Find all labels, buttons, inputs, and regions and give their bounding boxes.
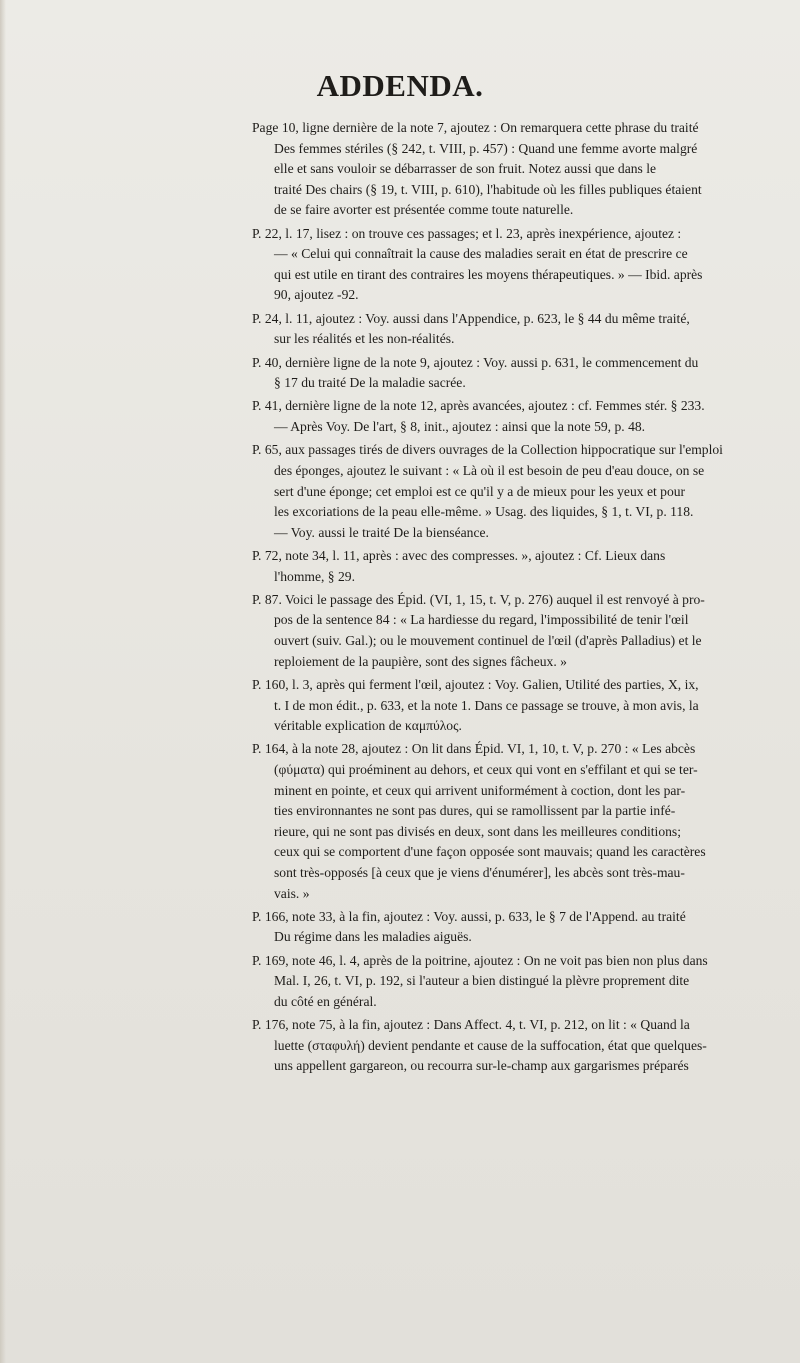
addendum-entry: [252, 951, 780, 1013]
entry-line: P. 22, l. 17, lisez : on trouve ces passages; et l. 23, après inexpérience, ajoutez :: [252, 225, 682, 241]
entry-line: P. 87. Voici le passage des Épid. (VI, 1, 15, t. V, p. 276) auquel il est renvoyé à pro-: [252, 591, 705, 607]
entry-line: t. I de mon édit., p. 633, et la note 1. Dans ce passage se trouve, à mon avis, la: [274, 697, 699, 713]
entry-line: sert d'une éponge; cet emploi est ce qu'il y a de mieux pour les yeux et pour: [274, 483, 686, 499]
entry-line: sur les réalités et les non-réalités.: [274, 331, 455, 347]
entry-line: Des femmes stériles (§ 242, t. VIII, p. 457) : Quand une femme avorte malgré: [274, 140, 698, 156]
addendum-entry: [252, 675, 780, 737]
entry-line: l'homme, § 29.: [274, 568, 355, 584]
entry-line: sont très-opposés [à ceux que je viens d'énumérer], les abcès sont très-mau-: [274, 864, 685, 880]
addendum-entry: [252, 118, 780, 221]
addendum-entry: [252, 224, 780, 306]
page-title: ADDENDA.: [316, 68, 484, 103]
entry-line: des éponges, ajoutez le suivant : « Là où il est besoin de peu d'eau douce, on se: [274, 462, 705, 478]
entry-line: P. 176, note 75, à la fin, ajoutez : Dans Affect. 4, t. VI, p. 212, on lit : « Quand la: [252, 1017, 690, 1033]
entry-line: elle et sans vouloir se débarrasser de son fruit. Notez aussi que dans le: [274, 161, 657, 177]
entry-line: de se faire avorter est présentée comme toute naturelle.: [274, 202, 574, 218]
entry-line: P. 24, l. 11, ajoutez : Voy. aussi dans l'Appendice, p. 623, le § 44 du même traité,: [252, 310, 690, 326]
entry-line: 90, ajoutez -92.: [274, 287, 359, 303]
entry-line: P. 164, à la note 28, ajoutez : On lit dans Épid. VI, 1, 10, t. V, p. 270 : « Les abcès: [252, 741, 696, 757]
addendum-entry: [252, 546, 780, 587]
entry-line: du côté en général.: [274, 993, 377, 1009]
entry-line: les excoriations de la peau elle-même. » Usag. des liquides, § 1, t. VI, p. 118.: [274, 504, 694, 520]
entry-line: pos de la sentence 84 : « La hardiesse du regard, l'impossibilité de tenir l'œil: [274, 612, 689, 628]
entry-line: P. 40, dernière ligne de la note 9, ajoutez : Voy. aussi p. 631, le commencement du: [252, 354, 699, 370]
entry-line: rieure, qui ne sont pas divisés en deux, sont dans les meilleures conditions;: [274, 823, 681, 839]
entry-line: P. 65, aux passages tirés de divers ouvrages de la Collection hippocratique sur l'emploi: [252, 442, 723, 458]
entry-line: ties environnantes ne sont pas dures, qui se ramollissent par la partie infé-: [274, 803, 676, 819]
addendum-entry: [252, 440, 780, 543]
entry-line: — Après Voy. De l'art, § 8, init., ajoutez : ainsi que la note 59, p. 48.: [274, 419, 646, 435]
entry-line: uns appellent gargareon, ou recourra sur-le-champ aux gargarismes préparés: [274, 1058, 689, 1074]
entry-line: P. 160, l. 3, après qui ferment l'œil, ajoutez : Voy. Galien, Utilité des parties, X, ix,: [252, 676, 699, 692]
page-shadow: [0, 0, 6, 1363]
entry-line: minent en pointe, et ceux qui arrivent uniformément à coction, dont les par-: [274, 782, 686, 798]
entry-line: — « Celui qui connaîtrait la cause des maladies serait en état de prescrire ce: [274, 246, 688, 262]
addendum-entry: [252, 907, 780, 948]
addendum-entry: [252, 739, 780, 904]
addenda-body: [252, 118, 780, 1080]
entry-line: ceux qui se comportent d'une façon opposée sont mauvais; quand les caractères: [274, 844, 706, 860]
entry-line: P. 169, note 46, l. 4, après de la poitrine, ajoutez : On ne voit pas bien non plus dans: [252, 952, 708, 968]
entry-line: P. 72, note 34, l. 11, après : avec des compresses. », ajoutez : Cf. Lieux dans: [252, 548, 666, 563]
entry-line: § 17 du traité De la maladie sacrée.: [274, 375, 466, 391]
entry-line: — Voy. aussi le traité De la bienséance.: [274, 524, 489, 540]
entry-line: Page 10, ligne dernière de la note 7, ajoutez : On remarquera cette phrase du traité: [252, 120, 699, 135]
entry-line: reploiement de la paupière, sont des signes fâcheux. »: [274, 653, 567, 669]
entry-line: P. 166, note 33, à la fin, ajoutez : Voy. aussi, p. 633, le § 7 de l'Append. au traité: [252, 908, 686, 924]
entry-line: (φύματα) qui proéminent au dehors, et ceux qui vont en s'effilant et qui se ter-: [274, 762, 698, 777]
entry-line: vais. »: [274, 885, 310, 901]
addendum-entry: [252, 1015, 780, 1077]
addendum-entry: [252, 353, 780, 394]
entry-line: P. 41, dernière ligne de la note 12, après avancées, ajoutez : cf. Femmes stér. § 233.: [252, 398, 705, 414]
addendum-entry: [252, 590, 780, 672]
entry-line: qui est utile en tirant des contraires les moyens thérapeutiques. » — Ibid. après: [274, 266, 703, 282]
entry-line: véritable explication de καμπύλος.: [274, 718, 462, 734]
entry-line: Mal. I, 26, t. VI, p. 192, si l'auteur a bien distingué la plèvre proprement dite: [274, 973, 690, 989]
entry-line: luette (σταφυλή) devient pendante et cause de la suffocation, état que quelques-: [274, 1037, 707, 1053]
entry-line: traité Des chairs (§ 19, t. VIII, p. 610), l'habitude où les filles publiques étaient: [274, 181, 702, 197]
addendum-entry: [252, 309, 780, 350]
entry-line: ouvert (suiv. Gal.); ou le mouvement continuel de l'œil (d'après Palladius) et le: [274, 633, 702, 649]
addendum-entry: [252, 396, 780, 437]
entry-line: Du régime dans les maladies aiguës.: [274, 929, 472, 945]
